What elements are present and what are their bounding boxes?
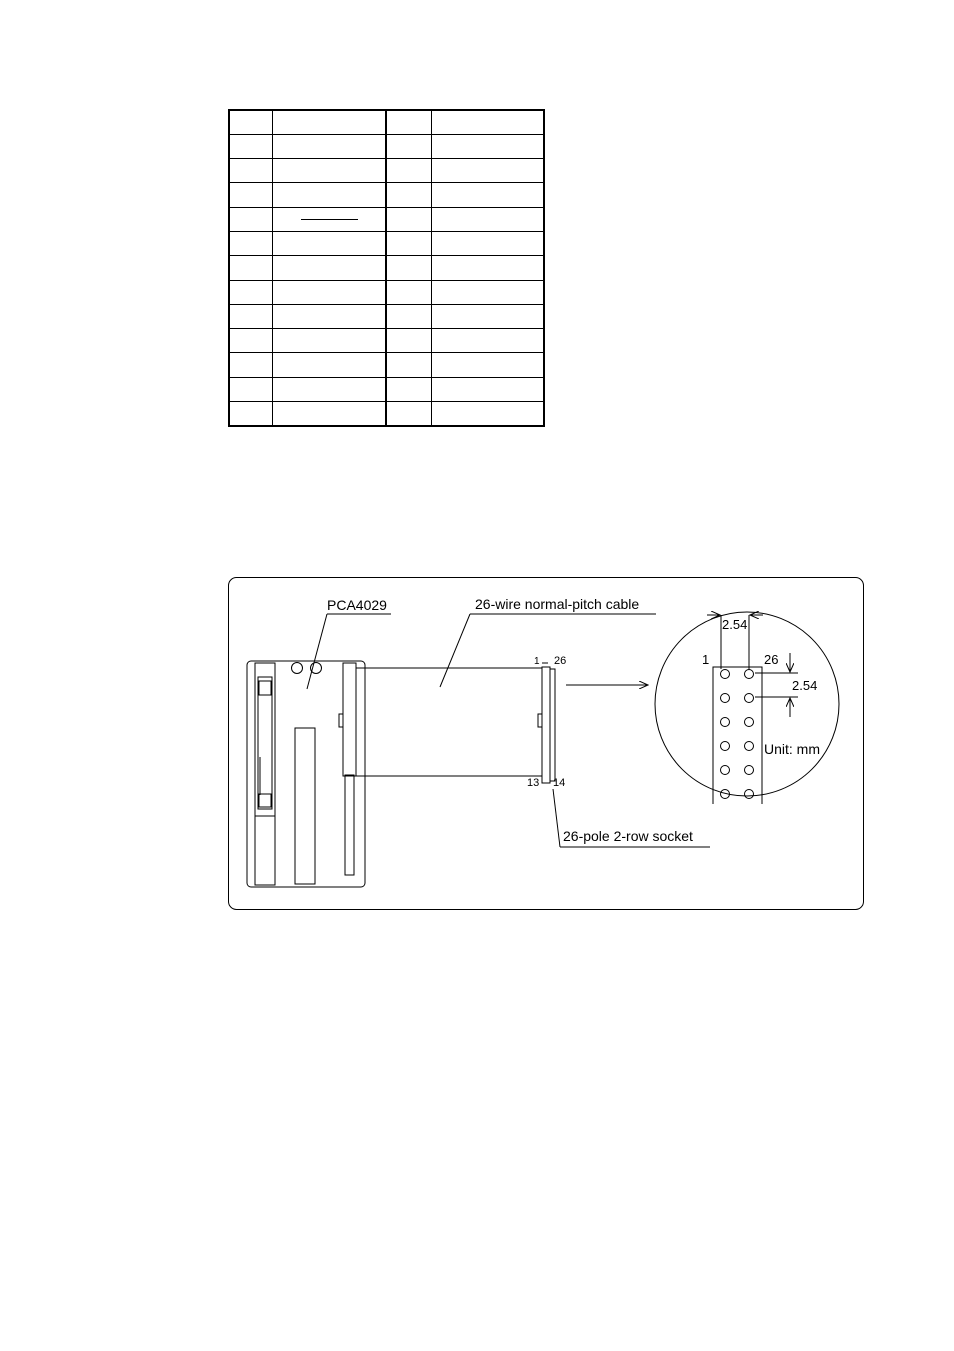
pin-number-cell bbox=[386, 304, 432, 328]
socket-pin-hole bbox=[745, 718, 754, 727]
socket-pin-hole bbox=[745, 694, 754, 703]
socket-pin-hole bbox=[721, 694, 730, 703]
pin-number-cell bbox=[386, 402, 432, 426]
pin-label-13: 13 bbox=[527, 777, 540, 789]
socket-pin-grid bbox=[721, 670, 754, 799]
pitch-horizontal-label: 2.54 bbox=[722, 617, 748, 632]
cable-connection-diagram bbox=[228, 577, 864, 910]
pca4029-board bbox=[247, 661, 365, 887]
socket-label: 26-pole 2-row socket bbox=[563, 828, 693, 844]
table-row bbox=[229, 353, 544, 377]
pin-number-cell bbox=[229, 207, 273, 231]
socket-leader-line bbox=[553, 789, 560, 847]
signal-name-cell bbox=[432, 329, 544, 353]
signal-name-cell bbox=[432, 304, 544, 328]
socket-connector bbox=[538, 667, 555, 783]
pin-number-cell bbox=[229, 353, 273, 377]
socket-pin-hole bbox=[745, 670, 754, 679]
pin-number-cell bbox=[229, 304, 273, 328]
detail-pin-26-label: 26 bbox=[764, 652, 779, 667]
cable-leader-line bbox=[440, 614, 470, 687]
table-row bbox=[229, 280, 544, 304]
signal-name-cell bbox=[432, 231, 544, 255]
signal-name-cell bbox=[432, 183, 544, 207]
table-row bbox=[229, 377, 544, 401]
pin-number-cell bbox=[229, 329, 273, 353]
socket-pin-hole bbox=[721, 742, 730, 751]
pin-assignment-table bbox=[228, 109, 545, 427]
signal-name-cell bbox=[432, 134, 544, 158]
signal-name-cell bbox=[273, 353, 387, 377]
pin-number-cell bbox=[229, 183, 273, 207]
socket-pin-hole bbox=[745, 766, 754, 775]
pin-number-cell bbox=[229, 280, 273, 304]
signal-name-cell bbox=[432, 159, 544, 183]
signal-name-cell bbox=[273, 159, 387, 183]
board-leader-line bbox=[307, 614, 327, 689]
socket-pin-hole bbox=[721, 718, 730, 727]
pin-number-cell bbox=[386, 353, 432, 377]
socket-pin-hole bbox=[745, 742, 754, 751]
signal-name-cell bbox=[273, 207, 387, 231]
pin-number-cell bbox=[229, 402, 273, 426]
table-row bbox=[229, 183, 544, 207]
pin-label-1: 1 bbox=[534, 656, 540, 667]
pin-number-cell bbox=[229, 110, 273, 134]
pin-number-cell bbox=[229, 159, 273, 183]
signal-name-cell bbox=[432, 377, 544, 401]
table-row bbox=[229, 329, 544, 353]
signal-name-cell bbox=[273, 402, 387, 426]
table-row bbox=[229, 402, 544, 426]
pin-number-cell bbox=[386, 256, 432, 280]
table-row bbox=[229, 110, 544, 134]
signal-name-cell bbox=[432, 353, 544, 377]
socket-pin-hole bbox=[745, 790, 754, 799]
pin-number-cell bbox=[386, 183, 432, 207]
signal-name-cell bbox=[273, 280, 387, 304]
pin-number-cell bbox=[229, 134, 273, 158]
signal-name-cell bbox=[432, 256, 544, 280]
signal-name-cell bbox=[273, 183, 387, 207]
socket-detail-view bbox=[655, 612, 839, 804]
socket-pin-hole bbox=[721, 766, 730, 775]
signal-name-cell bbox=[432, 402, 544, 426]
active-low-overbar bbox=[301, 219, 358, 220]
signal-name-cell bbox=[432, 280, 544, 304]
table-row bbox=[229, 207, 544, 231]
signal-name-cell bbox=[273, 329, 387, 353]
pin-label-14: 14 bbox=[553, 777, 566, 789]
detail-pin-1-label: 1 bbox=[702, 652, 710, 667]
signal-name-cell bbox=[432, 207, 544, 231]
pin-label-26: 26 bbox=[554, 655, 567, 667]
unit-label: Unit: mm bbox=[764, 741, 820, 757]
cable-label: 26-wire normal-pitch cable bbox=[475, 596, 640, 612]
pin-number-cell bbox=[386, 207, 432, 231]
pin-number-cell bbox=[229, 256, 273, 280]
pin-number-cell bbox=[386, 231, 432, 255]
pitch-vertical-label: 2.54 bbox=[792, 678, 818, 693]
signal-name-cell bbox=[273, 231, 387, 255]
signal-name-cell bbox=[432, 110, 544, 134]
signal-name-cell bbox=[273, 110, 387, 134]
table-row bbox=[229, 304, 544, 328]
table-row bbox=[229, 256, 544, 280]
signal-name-cell bbox=[273, 256, 387, 280]
signal-name-cell bbox=[273, 304, 387, 328]
signal-name-cell bbox=[273, 134, 387, 158]
pin-number-cell bbox=[229, 231, 273, 255]
table-row bbox=[229, 159, 544, 183]
pin-number-cell bbox=[386, 377, 432, 401]
pin-number-cell bbox=[386, 134, 432, 158]
pin-number-cell bbox=[386, 280, 432, 304]
pin-number-cell bbox=[386, 159, 432, 183]
table-row bbox=[229, 231, 544, 255]
ribbon-cable bbox=[356, 668, 542, 776]
socket-pin-hole bbox=[721, 670, 730, 679]
pin-number-cell bbox=[386, 329, 432, 353]
signal-name-cell bbox=[273, 377, 387, 401]
table-row bbox=[229, 134, 544, 158]
pin-number-cell bbox=[386, 110, 432, 134]
board-label: PCA4029 bbox=[327, 597, 387, 613]
pin-number-cell bbox=[229, 377, 273, 401]
